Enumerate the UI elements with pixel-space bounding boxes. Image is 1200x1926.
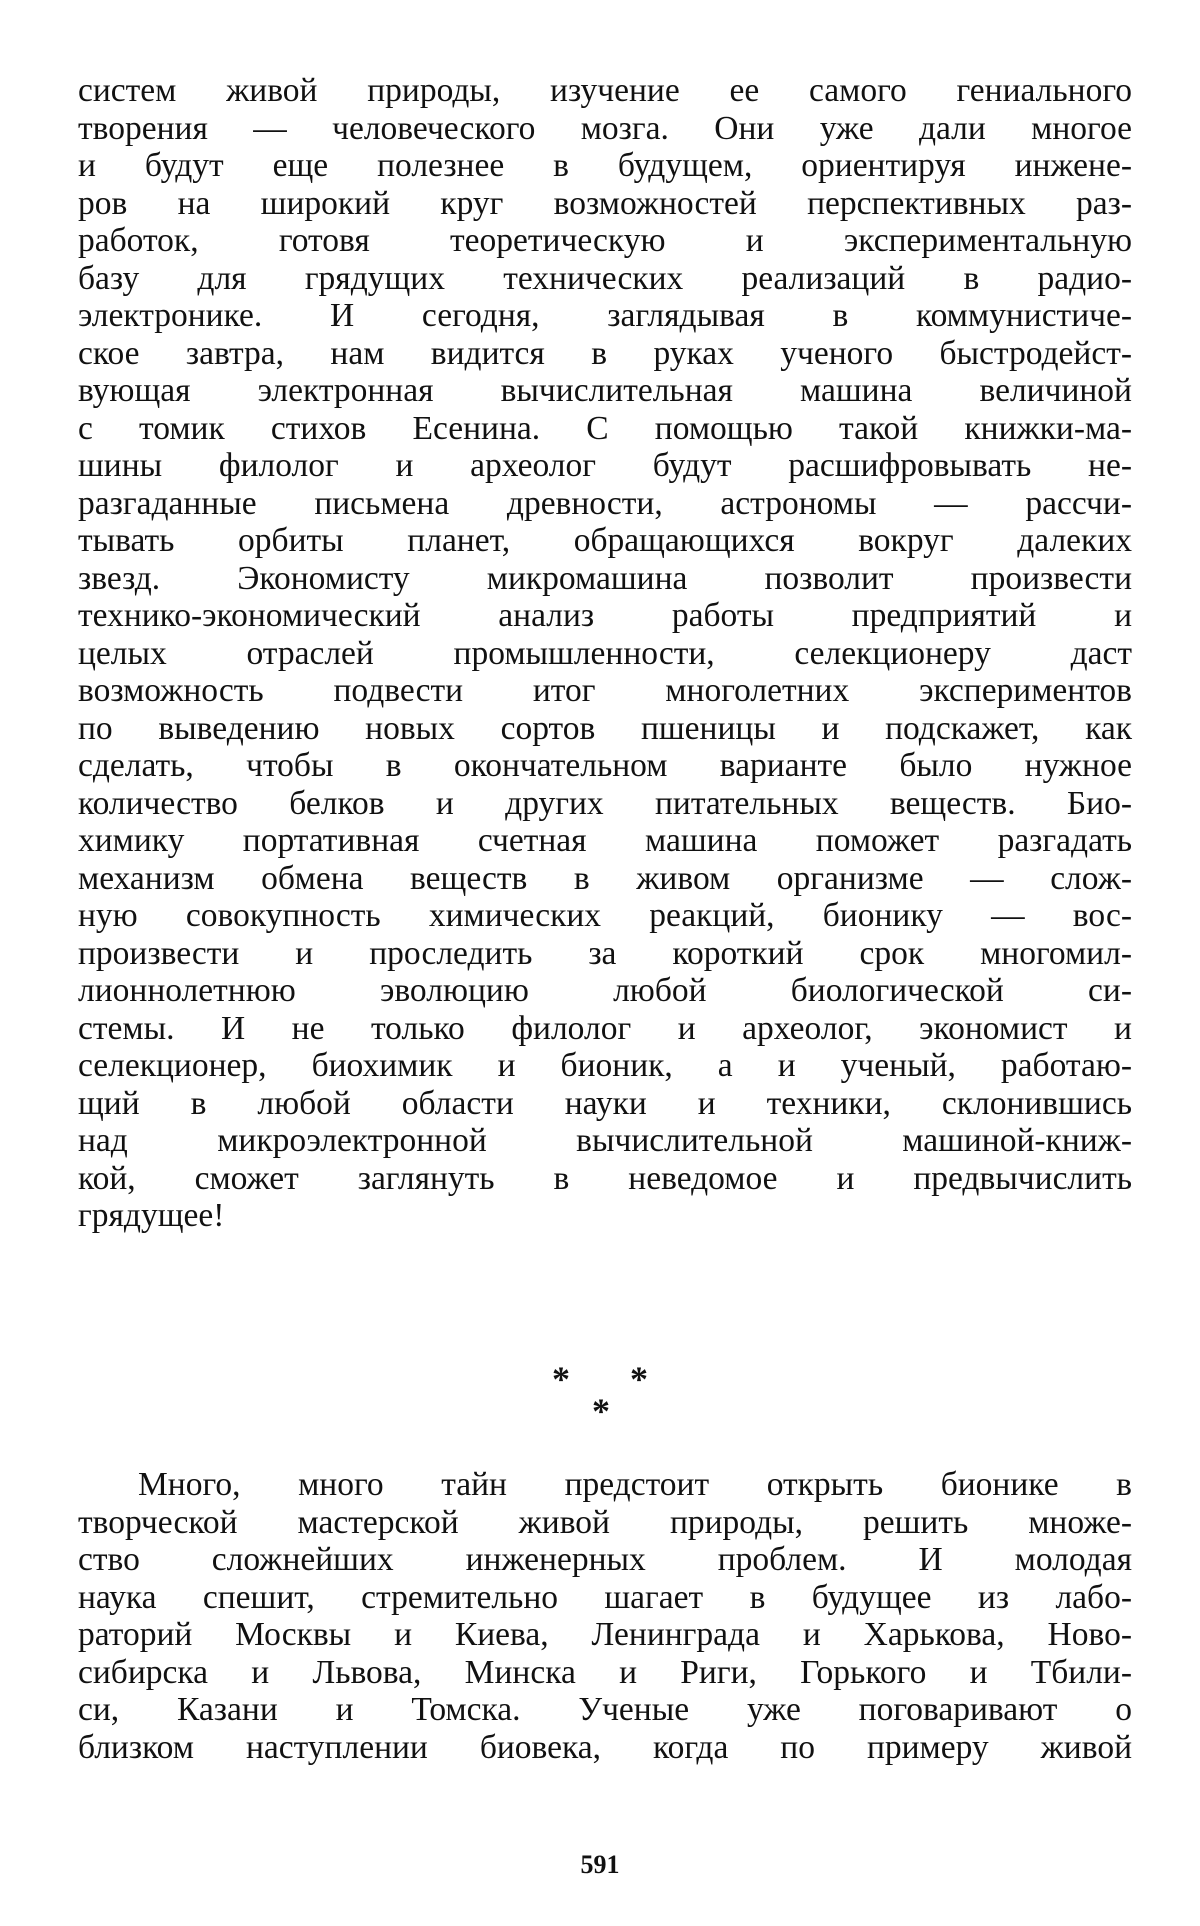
text-line: ную совокупность химических реакций, бионику — вос- [78,897,1132,934]
text-line: творения — человеческого мозга. Они уже дали многое [78,109,1132,147]
text-line: и будут еще полезнее в будущем, ориентируя инжене- [78,147,1132,184]
paragraph-1 [78,72,1132,1235]
text-line: грядущее! [78,1197,225,1234]
text-line: наука спешит, стремительно шагает в будущее из лабо- [78,1578,1132,1616]
text-line: творческой мастерской живой природы, решить множе- [78,1503,1132,1541]
text-line: возможность подвести итог многолетних экспериментов [78,672,1132,709]
paragraph-2 [78,1466,1132,1766]
text-line: близком наступлении биовека, когда по примеру живой [78,1728,1132,1766]
text-line: раторий Москвы и Киева, Ленинграда и Харькова, Ново- [78,1616,1132,1653]
text-line: шины филолог и археолог будут расшифровывать не- [78,447,1132,484]
text-line: ров на широкий круг возможностей перспективных раз- [78,184,1132,222]
text-line: целых отраслей промышленности, селекционеру даст [78,634,1132,672]
text-line: стемы. И не только филолог и археолог, экономист и [78,1009,1132,1047]
asterisk-glyph: * [592,1391,610,1431]
text-line: си, Казани и Томска. Ученые уже поговаривают о [78,1691,1132,1728]
text-line: химику портативная счетная машина поможет разгадать [78,822,1132,859]
text-line: работок, готовя теоретическую и экспериментальную [78,222,1132,259]
text-line: кой, сможет заглянуть в неведомое и предвычислить [78,1159,1132,1197]
text-line: систем живой природы, изучение ее самого гениального [78,72,1132,109]
text-line: электронике. И сегодня, заглядывая в коммунистиче- [78,297,1132,334]
text-line: с томик стихов Есенина. С помощью такой книжки-ма- [78,409,1132,447]
text-line: ство сложнейших инженерных проблем. И молодая [78,1541,1132,1578]
asterisk-glyph: * [630,1359,648,1399]
asterisk-glyph: * [552,1359,570,1399]
text-line: количество белков и других питательных веществ. Био- [78,784,1132,822]
text-line: тывать орбиты планет, обращающихся вокруг далеких [78,522,1132,559]
text-line: Много, много тайн предстоит открыть бионике в [138,1466,1132,1503]
text-line: разгаданные письмена древности, астрономы — рассчи- [78,484,1132,522]
text-line: лионнолетнюю эволюцию любой биологической си- [78,972,1132,1009]
text-line: сибирска и Львова, Минска и Риги, Горького и Тбили- [78,1653,1132,1691]
text-line: механизм обмена веществ в живом организме — слож- [78,859,1132,897]
text-line: сделать, чтобы в окончательном варианте было нужное [78,747,1132,784]
text-line: звезд. Экономисту микромашина позволит произвести [78,559,1132,597]
page-number: 591 [580,1850,620,1879]
text-line: по выведению новых сортов пшеницы и подскажет, как [78,709,1132,747]
text-line: базу для грядущих технических реализаций в радио- [78,259,1132,297]
text-line: ское завтра, нам видится в руках ученого быстродейст- [78,334,1132,372]
text-line: щий в любой области науки и техники, склонившись [78,1084,1132,1122]
text-line: технико-экономический анализ работы предприятий и [78,597,1132,634]
text-line: произвести и проследить за короткий срок многомил- [78,934,1132,972]
text-line: над микроэлектронной вычислительной машиной-книж- [78,1122,1132,1159]
asterism-separator [0,1353,1200,1433]
text-line: вующая электронная вычислительная машина величиной [78,372,1132,409]
text-line: селекционер, биохимик и бионик, а и ученый, работаю- [78,1047,1132,1084]
